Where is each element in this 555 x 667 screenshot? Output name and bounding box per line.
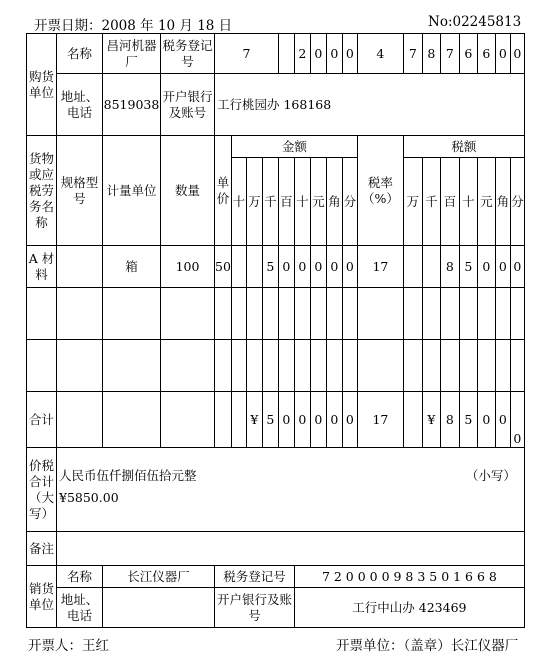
seller-section-label: 销货单位 [27, 566, 57, 628]
amount-unit-header: 百 [278, 158, 294, 246]
tax-unit-header: 分 [510, 158, 524, 246]
empty-row [27, 288, 525, 340]
seller-tax-label: 税务登记号 [215, 566, 295, 588]
seller-tax-value: 7 2 0 0 0 0 9 8 3 5 0 1 6 6 8 [294, 566, 524, 588]
total-amount-digit: 0 [342, 392, 357, 448]
total-amount-digit: 0 [310, 392, 326, 448]
item-amount-digit: 0 [342, 246, 357, 288]
item-name: A 材料 [27, 246, 57, 288]
price-tax-cell [57, 448, 525, 532]
total-amount-digit: 0 [278, 392, 294, 448]
seller-bank-label: 开户银行及账号 [215, 588, 295, 628]
buyer-tax-digit: 7 [215, 34, 279, 74]
item-unit: 箱 [103, 246, 161, 288]
buyer-bank-value: 工行桃园办 168168 [215, 74, 525, 136]
item-tax-digit: 8 [440, 246, 459, 288]
price-tax-words: 人民币伍仟捌佰伍拾元整 [59, 468, 197, 483]
tax-unit-header: 千 [422, 158, 440, 246]
total-amount-digit: 0 [294, 392, 310, 448]
tax-unit-header: 元 [477, 158, 495, 246]
item-amount-digit [246, 246, 262, 288]
item-tax-digit: 0 [510, 246, 524, 288]
item-amount-digit: 5 [262, 246, 278, 288]
buyer-tax-digit: 0 [342, 34, 357, 74]
item-amount-digit: 0 [294, 246, 310, 288]
item-amount-digit: 0 [326, 246, 342, 288]
qty-header: 数量 [161, 136, 215, 246]
buyer-tax-digit: 0 [310, 34, 326, 74]
item-rate: 17 [357, 246, 403, 288]
item-amount-digit: 0 [278, 246, 294, 288]
amount-unit-header: 万 [246, 158, 262, 246]
item-tax-digit [422, 246, 440, 288]
seller-address-label: 地址、电话 [57, 588, 103, 628]
total-amount-digit: 5 [262, 392, 278, 448]
buyer-tax-digit [278, 34, 294, 74]
date-label: 开票日期： [34, 18, 102, 34]
buyer-tax-digit: 4 [357, 34, 403, 74]
spec-header: 规格型号 [57, 136, 103, 246]
item-price: 50 [215, 246, 232, 288]
price-tax-label: 价税合计（大写） [27, 448, 57, 532]
buyer-address-value: 8519038 [103, 74, 161, 136]
total-amount-digit: 0 [326, 392, 342, 448]
buyer-name-value: 昌河机器厂 [103, 34, 161, 74]
total-label: 合计 [27, 392, 57, 448]
buyer-name-label: 名称 [57, 34, 103, 74]
invoice-number: No:02245813 [428, 14, 522, 30]
issuer: 开票人：王红 [28, 638, 109, 654]
total-tax-digit: 8 [440, 392, 459, 448]
total-tax-digit: 0 [477, 392, 495, 448]
price-header: 单价 [215, 136, 232, 246]
item-tax-digit [403, 246, 422, 288]
tax-header: 税额 [403, 136, 524, 158]
amount-unit-header: 分 [342, 158, 357, 246]
item-amount-digit: 0 [310, 246, 326, 288]
amount-header: 金额 [231, 136, 357, 158]
total-amount-digit: ¥ [246, 392, 262, 448]
item-tax-digit: 5 [459, 246, 477, 288]
buyer-tax-digit: 0 [510, 34, 524, 74]
date-value: 2008 年 10 月 18 日 [101, 18, 233, 34]
buyer-tax-digit: 0 [326, 34, 342, 74]
total-tax-digit: 0 [510, 392, 524, 448]
buyer-tax-label: 税务登记号 [161, 34, 215, 74]
price-tax-small-label: （小写） [465, 468, 516, 483]
amount-unit-header: 千 [262, 158, 278, 246]
unit-header: 计量单位 [103, 136, 161, 246]
item-amount-digit [231, 246, 246, 288]
amount-unit-header: 十 [231, 158, 246, 246]
rate-header: 税率（%） [357, 136, 403, 246]
remark-label: 备注 [27, 532, 57, 566]
empty-row [27, 340, 525, 392]
buyer-tax-digit: 2 [294, 34, 310, 74]
buyer-tax-digit: 6 [477, 34, 495, 74]
item-qty: 100 [161, 246, 215, 288]
invoice-date [34, 14, 232, 34]
buyer-tax-digit: 6 [459, 34, 477, 74]
tax-unit-header: 百 [440, 158, 459, 246]
tax-unit-header: 角 [495, 158, 510, 246]
item-tax-digit: 0 [477, 246, 495, 288]
buyer-section-label: 购货单位 [27, 34, 57, 136]
tax-unit-header: 万 [403, 158, 422, 246]
buyer-tax-digit: 0 [495, 34, 510, 74]
total-tax-digit: ¥ [422, 392, 440, 448]
total-tax-digit: 5 [459, 392, 477, 448]
remark-value [57, 532, 525, 566]
seller-bank-value: 工行中山办 423469 [294, 588, 524, 628]
seller-name-value: 长江仪器厂 [103, 566, 215, 588]
total-amount-digit [231, 392, 246, 448]
item-spec [57, 246, 103, 288]
item-tax-digit: 0 [495, 246, 510, 288]
buyer-bank-label: 开户银行及账号 [161, 74, 215, 136]
tax-unit-header: 十 [459, 158, 477, 246]
buyer-tax-digit: 7 [440, 34, 459, 74]
seller-address-value [103, 588, 215, 628]
issuing-unit: 开票单位：（盖章）长江仪器厂 [336, 638, 519, 654]
amount-unit-header: 元 [310, 158, 326, 246]
total-tax-digit [403, 392, 422, 448]
buyer-tax-digit: 7 [403, 34, 422, 74]
amount-unit-header: 十 [294, 158, 310, 246]
price-tax-small-value: ¥5850.00 [59, 490, 119, 505]
invoice-table [26, 33, 525, 628]
buyer-address-label: 地址、电话 [57, 74, 103, 136]
amount-unit-header: 角 [326, 158, 342, 246]
total-tax-digit: 0 [495, 392, 510, 448]
total-rate: 17 [357, 392, 403, 448]
goods-name-header: 货物或应税劳务名称 [27, 136, 57, 246]
buyer-tax-digit: 8 [422, 34, 440, 74]
seller-name-label: 名称 [57, 566, 103, 588]
